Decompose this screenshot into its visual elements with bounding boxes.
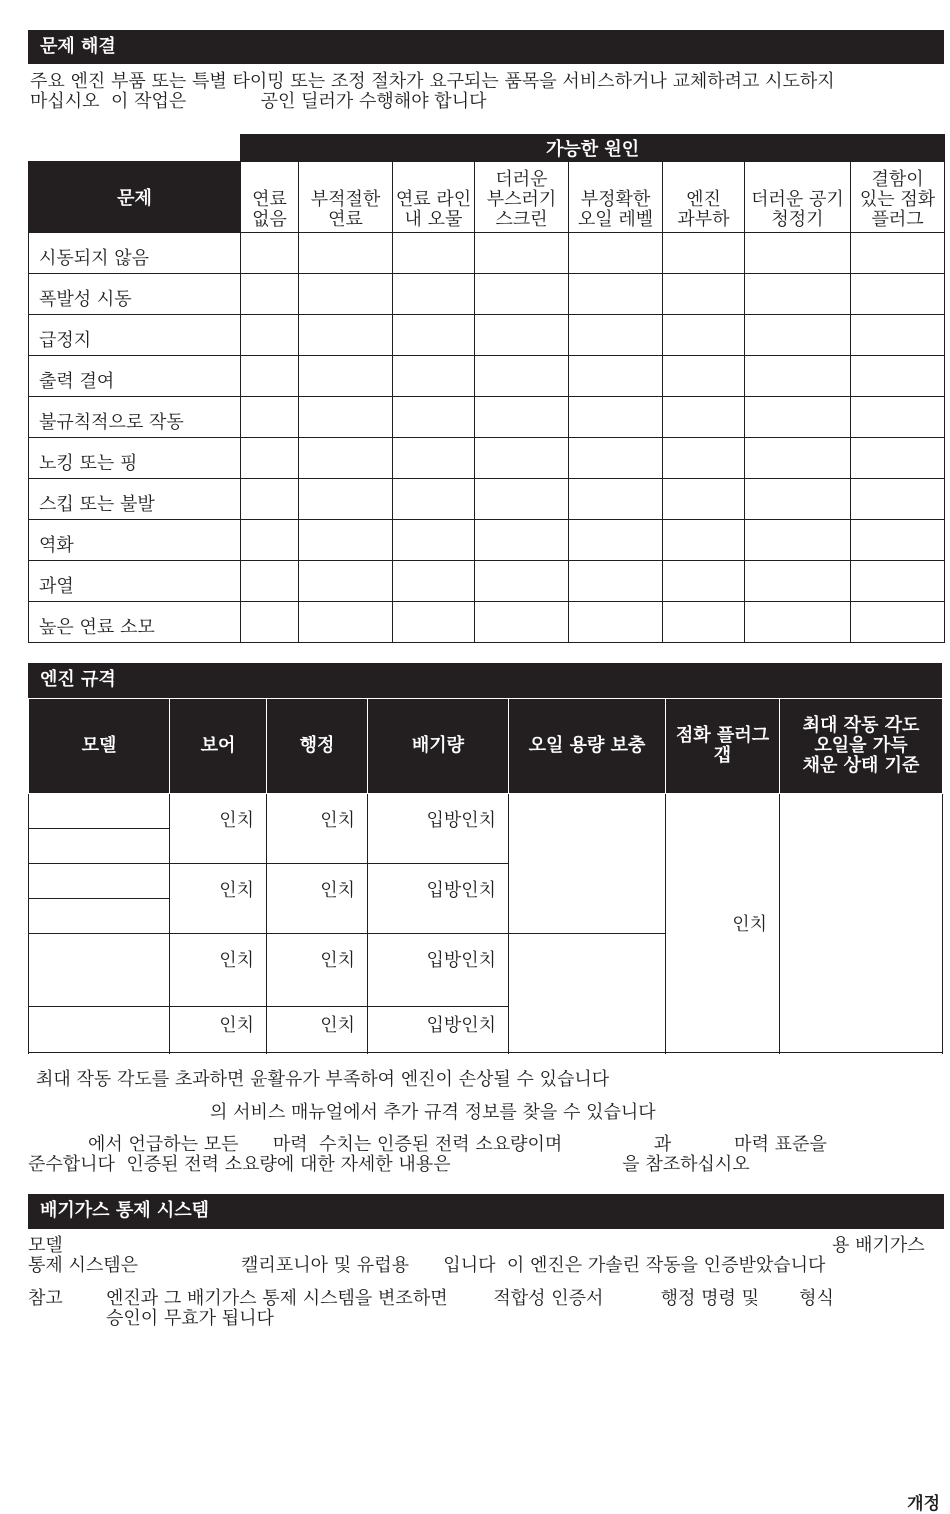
cause-check-cell	[393, 356, 475, 397]
problem-label: 높은 연료 소모	[29, 602, 241, 643]
stroke-cell: 인치	[267, 864, 368, 934]
cause-check-cell	[851, 356, 945, 397]
table-row	[29, 479, 945, 520]
cause-check-cell	[569, 397, 663, 438]
cause-check-cell	[745, 479, 851, 520]
spec-header-model: 모델	[29, 699, 170, 794]
cause-check-cell	[393, 315, 475, 356]
oil-capacity-cell	[509, 934, 666, 1053]
problem-label: 시동되지 않음	[29, 233, 241, 274]
cause-check-cell	[663, 561, 745, 602]
specs-note-3-line2: 준수합니다 인증된 전력 소요량에 대한 자세한 내용은 을 참조하십시오	[28, 1154, 750, 1175]
cause-check-cell	[851, 561, 945, 602]
cause-check-cell	[299, 356, 393, 397]
displacement-cell: 입방인치	[368, 794, 509, 864]
bore-cell: 인치	[170, 864, 267, 934]
cause-check-cell	[241, 397, 299, 438]
cause-check-cell	[663, 315, 745, 356]
model-cell	[29, 934, 170, 1007]
troubleshooting-table-body	[29, 233, 945, 643]
cause-check-cell	[475, 356, 569, 397]
cause-dirty-debris-screen: 더러운 부스러기 스크린	[475, 162, 569, 233]
cause-check-cell	[851, 602, 945, 643]
cause-check-cell	[569, 479, 663, 520]
cause-check-cell	[851, 438, 945, 479]
stroke-cell: 인치	[267, 794, 368, 864]
max-angle-cell	[780, 794, 943, 1053]
spec-header-oil-capacity: 오일 용량 보충	[509, 699, 666, 794]
emissions-note-label: 참고	[28, 1288, 63, 1309]
cause-check-cell	[745, 397, 851, 438]
cause-check-cell	[241, 274, 299, 315]
specs-title-bar	[28, 663, 942, 698]
cause-check-cell	[663, 274, 745, 315]
spec-header-displacement: 배기량	[368, 699, 509, 794]
cause-check-cell	[393, 233, 475, 274]
cause-check-cell	[241, 602, 299, 643]
cause-check-cell	[745, 602, 851, 643]
cause-check-cell	[663, 438, 745, 479]
cause-check-cell	[569, 602, 663, 643]
specs-table	[28, 698, 943, 1053]
problem-header: 문제	[29, 162, 241, 233]
cause-check-cell	[393, 397, 475, 438]
cause-check-cell	[241, 356, 299, 397]
cause-check-cell	[663, 397, 745, 438]
spec-header-spark-plug-gap: 점화 플러그 갭	[666, 699, 780, 794]
cause-check-cell	[393, 561, 475, 602]
cause-check-cell	[241, 233, 299, 274]
displacement-cell: 입방인치	[368, 864, 509, 934]
cause-check-cell	[745, 356, 851, 397]
emissions-line2: 통제 시스템은 캘리포니아 및 유럽용 입니다 이 엔진은 가솔린 작동을 인증받았습니다	[28, 1255, 826, 1276]
cause-incorrect-oil-level: 부정확한 오일 레벨	[569, 162, 663, 233]
emissions-note-line1: 엔진과 그 배기가스 통제 시스템을 변조하면 적합성 인증서 행정 명령 및 형식	[106, 1288, 834, 1309]
model-cell	[29, 829, 170, 864]
model-cell	[29, 794, 170, 829]
troubleshooting-table	[28, 134, 945, 643]
cause-check-cell	[393, 479, 475, 520]
cause-check-cell	[569, 233, 663, 274]
spec-header-bore: 보어	[170, 699, 267, 794]
cause-check-cell	[299, 602, 393, 643]
bore-cell: 인치	[170, 1007, 267, 1053]
table-row	[29, 315, 945, 356]
emissions-title: 배기가스 통제 시스템	[40, 1200, 210, 1221]
cause-check-cell	[299, 233, 393, 274]
cause-check-cell	[851, 520, 945, 561]
oil-capacity-cell	[509, 794, 666, 934]
table-row	[29, 274, 945, 315]
model-cell	[29, 864, 170, 899]
table-row	[29, 397, 945, 438]
cause-check-cell	[569, 274, 663, 315]
cause-check-cell	[851, 233, 945, 274]
revision-label: 개정	[907, 1494, 940, 1514]
problem-label: 노킹 또는 핑	[29, 438, 241, 479]
cause-check-cell	[745, 520, 851, 561]
problem-label: 출력 결여	[29, 356, 241, 397]
cause-check-cell	[475, 520, 569, 561]
cause-check-cell	[663, 479, 745, 520]
cause-check-cell	[241, 479, 299, 520]
model-cell	[29, 1007, 170, 1053]
cause-check-cell	[663, 356, 745, 397]
cause-check-cell	[393, 274, 475, 315]
cause-check-cell	[299, 397, 393, 438]
cause-check-cell	[851, 479, 945, 520]
cause-improper-fuel: 부적절한 연료	[299, 162, 393, 233]
bore-cell: 인치	[170, 934, 267, 1007]
problem-label: 역화	[29, 520, 241, 561]
troubleshooting-title-bar	[28, 30, 944, 64]
emissions-line1-right: 용 배기가스	[832, 1235, 925, 1256]
table-row	[29, 356, 945, 397]
cause-check-cell	[475, 479, 569, 520]
cause-engine-overload: 엔진 과부하	[663, 162, 745, 233]
cause-check-cell	[393, 520, 475, 561]
emissions-note-line2: 승인이 무효가 됩니다	[106, 1308, 274, 1329]
specs-note-2: 의 서비스 매뉴얼에서 추가 규격 정보를 찾을 수 있습니다	[210, 1102, 656, 1123]
cause-check-cell	[299, 561, 393, 602]
cause-check-cell	[663, 602, 745, 643]
stroke-cell: 인치	[267, 934, 368, 1007]
stroke-cell: 인치	[267, 1007, 368, 1053]
cause-check-cell	[299, 274, 393, 315]
spark-plug-gap-cell: 인치	[666, 794, 780, 1053]
cause-check-cell	[299, 438, 393, 479]
cause-check-cell	[745, 274, 851, 315]
troubleshooting-title: 문제 해결	[40, 36, 116, 57]
cause-check-cell	[851, 397, 945, 438]
cause-check-cell	[475, 561, 569, 602]
cause-check-cell	[299, 315, 393, 356]
cause-check-cell	[569, 315, 663, 356]
cause-check-cell	[475, 602, 569, 643]
cause-check-cell	[569, 520, 663, 561]
problem-label: 급정지	[29, 315, 241, 356]
cause-check-cell	[569, 438, 663, 479]
cause-dirt-in-fuel-line: 연료 라인 내 오물	[393, 162, 475, 233]
cause-check-cell	[745, 438, 851, 479]
cause-check-cell	[745, 233, 851, 274]
cause-check-cell	[475, 438, 569, 479]
specs-note-1: 최대 작동 각도를 초과하면 윤활유가 부족하여 엔진이 손상될 수 있습니다	[36, 1069, 610, 1090]
cause-dirty-air-cleaner: 더러운 공기 청정기	[745, 162, 851, 233]
cause-check-cell	[241, 561, 299, 602]
table-row	[29, 520, 945, 561]
spec-header-max-operating-angle: 최대 작동 각도 오일을 가득 채운 상태 기준	[780, 699, 943, 794]
causes-header: 가능한 원인	[241, 135, 945, 162]
cause-faulty-spark-plug: 결함이 있는 점화 플러그	[851, 162, 945, 233]
cause-check-cell	[569, 561, 663, 602]
problem-label: 과열	[29, 561, 241, 602]
table-row	[29, 233, 945, 274]
table-row	[29, 438, 945, 479]
displacement-cell: 입방인치	[368, 1007, 509, 1053]
emissions-line1-left: 모델	[28, 1235, 63, 1256]
cause-check-cell	[299, 520, 393, 561]
spec-header-stroke: 행정	[267, 699, 368, 794]
cause-check-cell	[393, 602, 475, 643]
cause-check-cell	[569, 356, 663, 397]
table-row	[29, 602, 945, 643]
cause-check-cell	[851, 315, 945, 356]
cause-check-cell	[745, 315, 851, 356]
problem-label: 불규칙적으로 작동	[29, 397, 241, 438]
cause-check-cell	[663, 520, 745, 561]
cause-check-cell	[475, 397, 569, 438]
emissions-title-bar	[28, 1194, 944, 1229]
cause-check-cell	[475, 274, 569, 315]
cause-check-cell	[393, 438, 475, 479]
troubleshooting-intro-line2: 마십시오 이 작업은 공인 딜러가 수행해야 합니다	[30, 91, 487, 112]
cause-check-cell	[475, 315, 569, 356]
troubleshooting-intro-line1: 주요 엔진 부품 또는 특별 타이밍 또는 조정 절차가 요구되는 품목을 서비스하거나 교체하려고 시도하지	[30, 71, 835, 92]
cause-check-cell	[241, 315, 299, 356]
problem-label: 스킵 또는 불발	[29, 479, 241, 520]
cause-check-cell	[475, 233, 569, 274]
cause-check-cell	[663, 233, 745, 274]
bore-cell: 인치	[170, 794, 267, 864]
cause-check-cell	[745, 561, 851, 602]
model-cell	[29, 899, 170, 934]
specs-title: 엔진 규격	[40, 669, 116, 690]
problem-label: 폭발성 시동	[29, 274, 241, 315]
cause-check-cell	[299, 479, 393, 520]
specs-note-3-line1: 에서 언급하는 모든 마력 수치는 인증된 전력 소요량이며 과 마력 표준을	[88, 1134, 827, 1155]
cause-check-cell	[241, 438, 299, 479]
cause-check-cell	[241, 520, 299, 561]
displacement-cell: 입방인치	[368, 934, 509, 1007]
table-corner	[29, 135, 241, 162]
cause-no-fuel: 연료 없음	[241, 162, 299, 233]
table-row	[29, 561, 945, 602]
cause-check-cell	[851, 274, 945, 315]
